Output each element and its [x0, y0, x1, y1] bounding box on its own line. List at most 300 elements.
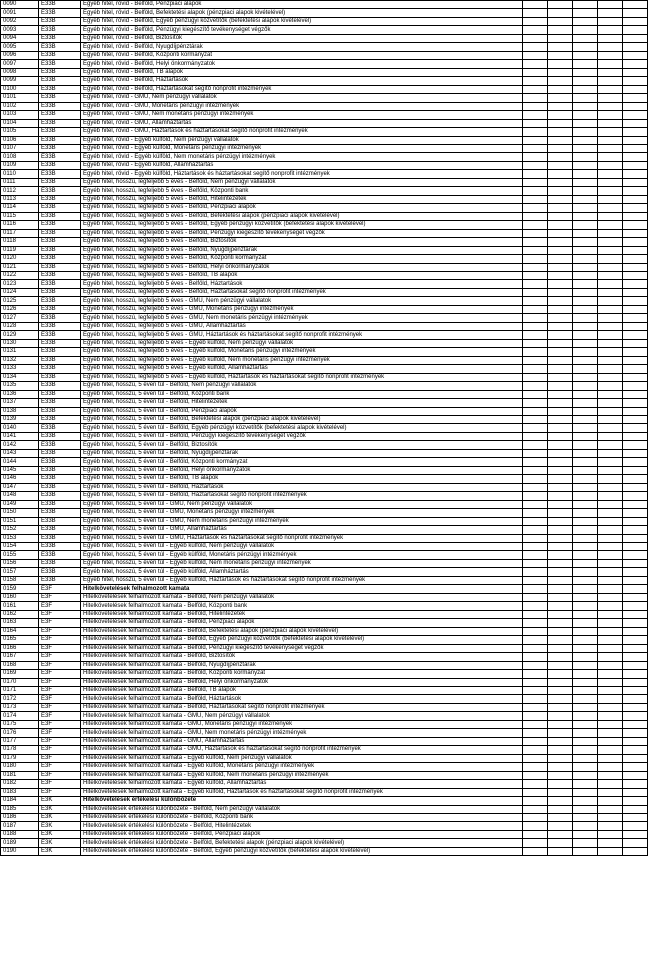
row-value-cell[interactable] — [523, 610, 548, 618]
row-value-cell[interactable] — [598, 805, 623, 813]
row-value-cell[interactable] — [548, 221, 573, 229]
row-value-cell[interactable] — [523, 686, 548, 694]
row-value-cell[interactable] — [573, 111, 598, 119]
row-value-cell[interactable] — [523, 644, 548, 652]
row-value-cell[interactable] — [623, 695, 648, 703]
row-value-cell[interactable] — [523, 119, 548, 127]
row-value-cell[interactable] — [523, 780, 548, 788]
row-value-cell[interactable] — [548, 365, 573, 373]
row-value-cell[interactable] — [548, 144, 573, 152]
row-value-cell[interactable] — [523, 568, 548, 576]
row-value-cell[interactable] — [598, 288, 623, 296]
row-value-cell[interactable] — [548, 576, 573, 584]
row-value-cell[interactable] — [573, 238, 598, 246]
row-value-cell[interactable] — [573, 627, 598, 635]
row-value-cell[interactable] — [523, 500, 548, 508]
row-value-cell[interactable] — [523, 102, 548, 110]
row-value-cell[interactable] — [523, 466, 548, 474]
row-value-cell[interactable] — [598, 17, 623, 25]
row-value-cell[interactable] — [573, 771, 598, 779]
row-value-cell[interactable] — [523, 170, 548, 178]
row-value-cell[interactable] — [523, 43, 548, 51]
row-value-cell[interactable] — [573, 720, 598, 728]
row-value-cell[interactable] — [573, 255, 598, 263]
row-value-cell[interactable] — [548, 128, 573, 136]
row-value-cell[interactable] — [523, 407, 548, 415]
row-value-cell[interactable] — [523, 94, 548, 102]
row-value-cell[interactable] — [573, 322, 598, 330]
row-value-cell[interactable] — [523, 255, 548, 263]
row-value-cell[interactable] — [623, 85, 648, 93]
row-value-cell[interactable] — [523, 771, 548, 779]
row-value-cell[interactable] — [598, 424, 623, 432]
row-value-cell[interactable] — [573, 585, 598, 593]
row-value-cell[interactable] — [548, 543, 573, 551]
row-value-cell[interactable] — [623, 9, 648, 17]
row-value-cell[interactable] — [623, 466, 648, 474]
row-value-cell[interactable] — [523, 483, 548, 491]
row-value-cell[interactable] — [573, 636, 598, 644]
row-value-cell[interactable] — [623, 805, 648, 813]
row-value-cell[interactable] — [623, 246, 648, 254]
row-value-cell[interactable] — [623, 119, 648, 127]
row-value-cell[interactable] — [573, 805, 598, 813]
row-value-cell[interactable] — [598, 559, 623, 567]
row-value-cell[interactable] — [573, 509, 598, 517]
row-value-cell[interactable] — [598, 373, 623, 381]
row-value-cell[interactable] — [548, 399, 573, 407]
row-value-cell[interactable] — [623, 51, 648, 59]
row-value-cell[interactable] — [548, 610, 573, 618]
row-value-cell[interactable] — [523, 729, 548, 737]
row-value-cell[interactable] — [548, 644, 573, 652]
row-value-cell[interactable] — [523, 475, 548, 483]
row-value-cell[interactable] — [598, 695, 623, 703]
row-value-cell[interactable] — [548, 415, 573, 423]
row-value-cell[interactable] — [548, 847, 573, 855]
row-value-cell[interactable] — [623, 610, 648, 618]
row-value-cell[interactable] — [598, 229, 623, 237]
row-value-cell[interactable] — [573, 797, 598, 805]
row-value-cell[interactable] — [598, 255, 623, 263]
row-value-cell[interactable] — [548, 246, 573, 254]
row-value-cell[interactable] — [573, 686, 598, 694]
row-value-cell[interactable] — [623, 602, 648, 610]
row-value-cell[interactable] — [523, 339, 548, 347]
row-value-cell[interactable] — [548, 424, 573, 432]
row-value-cell[interactable] — [623, 670, 648, 678]
row-value-cell[interactable] — [573, 60, 598, 68]
row-value-cell[interactable] — [523, 441, 548, 449]
row-value-cell[interactable] — [548, 314, 573, 322]
row-value-cell[interactable] — [573, 441, 598, 449]
row-value-cell[interactable] — [523, 720, 548, 728]
row-value-cell[interactable] — [523, 712, 548, 720]
row-value-cell[interactable] — [548, 517, 573, 525]
row-value-cell[interactable] — [573, 272, 598, 280]
row-value-cell[interactable] — [623, 441, 648, 449]
row-value-cell[interactable] — [548, 1, 573, 9]
row-value-cell[interactable] — [598, 144, 623, 152]
row-value-cell[interactable] — [598, 170, 623, 178]
row-value-cell[interactable] — [598, 34, 623, 42]
row-value-cell[interactable] — [623, 204, 648, 212]
row-value-cell[interactable] — [523, 272, 548, 280]
row-value-cell[interactable] — [623, 559, 648, 567]
row-value-cell[interactable] — [598, 458, 623, 466]
row-value-cell[interactable] — [598, 780, 623, 788]
row-value-cell[interactable] — [598, 517, 623, 525]
row-value-cell[interactable] — [623, 754, 648, 762]
row-value-cell[interactable] — [623, 187, 648, 195]
row-value-cell[interactable] — [548, 204, 573, 212]
row-value-cell[interactable] — [598, 720, 623, 728]
row-value-cell[interactable] — [623, 500, 648, 508]
row-value-cell[interactable] — [523, 432, 548, 440]
row-value-cell[interactable] — [548, 161, 573, 169]
row-value-cell[interactable] — [523, 153, 548, 161]
row-value-cell[interactable] — [623, 432, 648, 440]
row-value-cell[interactable] — [623, 822, 648, 830]
row-value-cell[interactable] — [573, 746, 598, 754]
row-value-cell[interactable] — [623, 356, 648, 364]
row-value-cell[interactable] — [523, 576, 548, 584]
row-value-cell[interactable] — [548, 458, 573, 466]
row-value-cell[interactable] — [573, 847, 598, 855]
row-value-cell[interactable] — [573, 424, 598, 432]
row-value-cell[interactable] — [573, 458, 598, 466]
row-value-cell[interactable] — [573, 695, 598, 703]
row-value-cell[interactable] — [523, 229, 548, 237]
row-value-cell[interactable] — [523, 814, 548, 822]
row-value-cell[interactable] — [548, 9, 573, 17]
row-value-cell[interactable] — [623, 526, 648, 534]
row-value-cell[interactable] — [623, 178, 648, 186]
row-value-cell[interactable] — [623, 68, 648, 76]
row-value-cell[interactable] — [523, 178, 548, 186]
row-value-cell[interactable] — [548, 492, 573, 500]
row-value-cell[interactable] — [548, 153, 573, 161]
row-value-cell[interactable] — [573, 43, 598, 51]
row-value-cell[interactable] — [548, 136, 573, 144]
row-value-cell[interactable] — [523, 212, 548, 220]
row-value-cell[interactable] — [623, 780, 648, 788]
row-value-cell[interactable] — [523, 839, 548, 847]
row-value-cell[interactable] — [573, 830, 598, 838]
row-value-cell[interactable] — [573, 280, 598, 288]
row-value-cell[interactable] — [523, 509, 548, 517]
row-value-cell[interactable] — [548, 500, 573, 508]
row-value-cell[interactable] — [548, 509, 573, 517]
row-value-cell[interactable] — [598, 399, 623, 407]
row-value-cell[interactable] — [548, 670, 573, 678]
row-value-cell[interactable] — [573, 703, 598, 711]
row-value-cell[interactable] — [598, 187, 623, 195]
row-value-cell[interactable] — [598, 602, 623, 610]
row-value-cell[interactable] — [523, 9, 548, 17]
row-value-cell[interactable] — [623, 483, 648, 491]
row-value-cell[interactable] — [523, 763, 548, 771]
row-value-cell[interactable] — [548, 102, 573, 110]
row-value-cell[interactable] — [548, 449, 573, 457]
row-value-cell[interactable] — [573, 492, 598, 500]
row-value-cell[interactable] — [523, 822, 548, 830]
row-value-cell[interactable] — [548, 686, 573, 694]
row-value-cell[interactable] — [623, 797, 648, 805]
row-value-cell[interactable] — [623, 94, 648, 102]
row-value-cell[interactable] — [573, 814, 598, 822]
row-value-cell[interactable] — [573, 534, 598, 542]
row-value-cell[interactable] — [548, 797, 573, 805]
row-value-cell[interactable] — [598, 43, 623, 51]
row-value-cell[interactable] — [623, 619, 648, 627]
row-value-cell[interactable] — [623, 653, 648, 661]
row-value-cell[interactable] — [548, 636, 573, 644]
row-value-cell[interactable] — [548, 466, 573, 474]
row-value-cell[interactable] — [598, 746, 623, 754]
row-value-cell[interactable] — [573, 763, 598, 771]
row-value-cell[interactable] — [623, 839, 648, 847]
row-value-cell[interactable] — [548, 34, 573, 42]
row-value-cell[interactable] — [548, 559, 573, 567]
row-value-cell[interactable] — [573, 144, 598, 152]
row-value-cell[interactable] — [598, 305, 623, 313]
row-value-cell[interactable] — [573, 415, 598, 423]
row-value-cell[interactable] — [598, 686, 623, 694]
row-value-cell[interactable] — [523, 390, 548, 398]
row-value-cell[interactable] — [573, 644, 598, 652]
row-value-cell[interactable] — [598, 1, 623, 9]
row-value-cell[interactable] — [573, 678, 598, 686]
row-value-cell[interactable] — [548, 119, 573, 127]
row-value-cell[interactable] — [598, 119, 623, 127]
row-value-cell[interactable] — [573, 661, 598, 669]
row-value-cell[interactable] — [548, 373, 573, 381]
row-value-cell[interactable] — [548, 288, 573, 296]
row-value-cell[interactable] — [548, 534, 573, 542]
row-value-cell[interactable] — [598, 492, 623, 500]
row-value-cell[interactable] — [623, 636, 648, 644]
row-value-cell[interactable] — [623, 17, 648, 25]
row-value-cell[interactable] — [623, 297, 648, 305]
row-value-cell[interactable] — [623, 814, 648, 822]
row-value-cell[interactable] — [523, 585, 548, 593]
row-value-cell[interactable] — [623, 331, 648, 339]
row-value-cell[interactable] — [573, 305, 598, 313]
row-value-cell[interactable] — [598, 763, 623, 771]
row-value-cell[interactable] — [623, 568, 648, 576]
row-value-cell[interactable] — [573, 526, 598, 534]
row-value-cell[interactable] — [573, 839, 598, 847]
row-value-cell[interactable] — [623, 26, 648, 34]
row-value-cell[interactable] — [523, 670, 548, 678]
row-value-cell[interactable] — [598, 51, 623, 59]
row-value-cell[interactable] — [598, 847, 623, 855]
row-value-cell[interactable] — [523, 636, 548, 644]
row-value-cell[interactable] — [548, 407, 573, 415]
row-value-cell[interactable] — [548, 814, 573, 822]
row-value-cell[interactable] — [548, 331, 573, 339]
row-value-cell[interactable] — [523, 449, 548, 457]
row-value-cell[interactable] — [573, 195, 598, 203]
row-value-cell[interactable] — [523, 68, 548, 76]
row-value-cell[interactable] — [598, 432, 623, 440]
row-value-cell[interactable] — [548, 746, 573, 754]
row-value-cell[interactable] — [623, 534, 648, 542]
row-value-cell[interactable] — [573, 314, 598, 322]
row-value-cell[interactable] — [573, 9, 598, 17]
row-value-cell[interactable] — [598, 619, 623, 627]
row-value-cell[interactable] — [598, 712, 623, 720]
row-value-cell[interactable] — [623, 712, 648, 720]
row-value-cell[interactable] — [523, 246, 548, 254]
row-value-cell[interactable] — [548, 771, 573, 779]
row-value-cell[interactable] — [523, 737, 548, 745]
row-value-cell[interactable] — [623, 703, 648, 711]
row-value-cell[interactable] — [523, 788, 548, 796]
row-value-cell[interactable] — [523, 77, 548, 85]
row-value-cell[interactable] — [598, 314, 623, 322]
row-value-cell[interactable] — [548, 68, 573, 76]
row-value-cell[interactable] — [598, 111, 623, 119]
row-value-cell[interactable] — [523, 526, 548, 534]
row-value-cell[interactable] — [623, 161, 648, 169]
row-value-cell[interactable] — [598, 483, 623, 491]
row-value-cell[interactable] — [598, 441, 623, 449]
row-value-cell[interactable] — [573, 407, 598, 415]
row-value-cell[interactable] — [523, 399, 548, 407]
row-value-cell[interactable] — [573, 212, 598, 220]
row-value-cell[interactable] — [598, 212, 623, 220]
row-value-cell[interactable] — [598, 280, 623, 288]
row-value-cell[interactable] — [548, 263, 573, 271]
row-value-cell[interactable] — [523, 204, 548, 212]
row-value-cell[interactable] — [523, 331, 548, 339]
row-value-cell[interactable] — [573, 229, 598, 237]
row-value-cell[interactable] — [623, 543, 648, 551]
row-value-cell[interactable] — [523, 187, 548, 195]
row-value-cell[interactable] — [598, 839, 623, 847]
row-value-cell[interactable] — [623, 34, 648, 42]
row-value-cell[interactable] — [548, 77, 573, 85]
row-value-cell[interactable] — [623, 737, 648, 745]
row-value-cell[interactable] — [573, 517, 598, 525]
row-value-cell[interactable] — [548, 229, 573, 237]
row-value-cell[interactable] — [548, 178, 573, 186]
row-value-cell[interactable] — [523, 297, 548, 305]
row-value-cell[interactable] — [548, 212, 573, 220]
row-value-cell[interactable] — [548, 720, 573, 728]
row-value-cell[interactable] — [523, 746, 548, 754]
row-value-cell[interactable] — [548, 822, 573, 830]
row-value-cell[interactable] — [598, 449, 623, 457]
row-value-cell[interactable] — [623, 348, 648, 356]
row-value-cell[interactable] — [623, 729, 648, 737]
row-value-cell[interactable] — [573, 712, 598, 720]
row-value-cell[interactable] — [573, 593, 598, 601]
row-value-cell[interactable] — [623, 43, 648, 51]
row-value-cell[interactable] — [548, 51, 573, 59]
row-value-cell[interactable] — [623, 195, 648, 203]
row-value-cell[interactable] — [523, 136, 548, 144]
row-value-cell[interactable] — [623, 407, 648, 415]
row-value-cell[interactable] — [598, 509, 623, 517]
row-value-cell[interactable] — [598, 500, 623, 508]
row-value-cell[interactable] — [523, 348, 548, 356]
row-value-cell[interactable] — [598, 678, 623, 686]
row-value-cell[interactable] — [573, 26, 598, 34]
row-value-cell[interactable] — [523, 314, 548, 322]
row-value-cell[interactable] — [598, 178, 623, 186]
row-value-cell[interactable] — [598, 85, 623, 93]
row-value-cell[interactable] — [573, 1, 598, 9]
row-value-cell[interactable] — [623, 678, 648, 686]
row-value-cell[interactable] — [573, 449, 598, 457]
row-value-cell[interactable] — [573, 161, 598, 169]
row-value-cell[interactable] — [523, 754, 548, 762]
row-value-cell[interactable] — [623, 382, 648, 390]
row-value-cell[interactable] — [523, 492, 548, 500]
row-value-cell[interactable] — [548, 551, 573, 559]
row-value-cell[interactable] — [523, 144, 548, 152]
row-value-cell[interactable] — [623, 551, 648, 559]
row-value-cell[interactable] — [523, 661, 548, 669]
row-value-cell[interactable] — [623, 509, 648, 517]
row-value-cell[interactable] — [623, 746, 648, 754]
row-value-cell[interactable] — [573, 77, 598, 85]
row-value-cell[interactable] — [573, 365, 598, 373]
row-value-cell[interactable] — [598, 195, 623, 203]
row-value-cell[interactable] — [598, 297, 623, 305]
row-value-cell[interactable] — [623, 272, 648, 280]
row-value-cell[interactable] — [573, 297, 598, 305]
row-value-cell[interactable] — [598, 77, 623, 85]
row-value-cell[interactable] — [548, 390, 573, 398]
row-value-cell[interactable] — [598, 102, 623, 110]
row-value-cell[interactable] — [598, 627, 623, 635]
row-value-cell[interactable] — [523, 111, 548, 119]
row-value-cell[interactable] — [573, 204, 598, 212]
row-value-cell[interactable] — [573, 178, 598, 186]
row-value-cell[interactable] — [523, 559, 548, 567]
row-value-cell[interactable] — [573, 670, 598, 678]
row-value-cell[interactable] — [598, 593, 623, 601]
row-value-cell[interactable] — [548, 60, 573, 68]
row-value-cell[interactable] — [548, 661, 573, 669]
row-value-cell[interactable] — [598, 68, 623, 76]
row-value-cell[interactable] — [523, 382, 548, 390]
row-value-cell[interactable] — [573, 780, 598, 788]
row-value-cell[interactable] — [598, 788, 623, 796]
row-value-cell[interactable] — [623, 415, 648, 423]
row-value-cell[interactable] — [623, 458, 648, 466]
row-value-cell[interactable] — [598, 204, 623, 212]
row-value-cell[interactable] — [573, 543, 598, 551]
row-value-cell[interactable] — [548, 432, 573, 440]
row-value-cell[interactable] — [573, 246, 598, 254]
row-value-cell[interactable] — [623, 763, 648, 771]
row-value-cell[interactable] — [623, 390, 648, 398]
row-value-cell[interactable] — [573, 500, 598, 508]
row-value-cell[interactable] — [548, 17, 573, 25]
row-value-cell[interactable] — [623, 788, 648, 796]
row-value-cell[interactable] — [598, 365, 623, 373]
row-value-cell[interactable] — [598, 551, 623, 559]
row-value-cell[interactable] — [623, 111, 648, 119]
row-value-cell[interactable] — [623, 305, 648, 313]
row-value-cell[interactable] — [523, 305, 548, 313]
row-value-cell[interactable] — [573, 432, 598, 440]
